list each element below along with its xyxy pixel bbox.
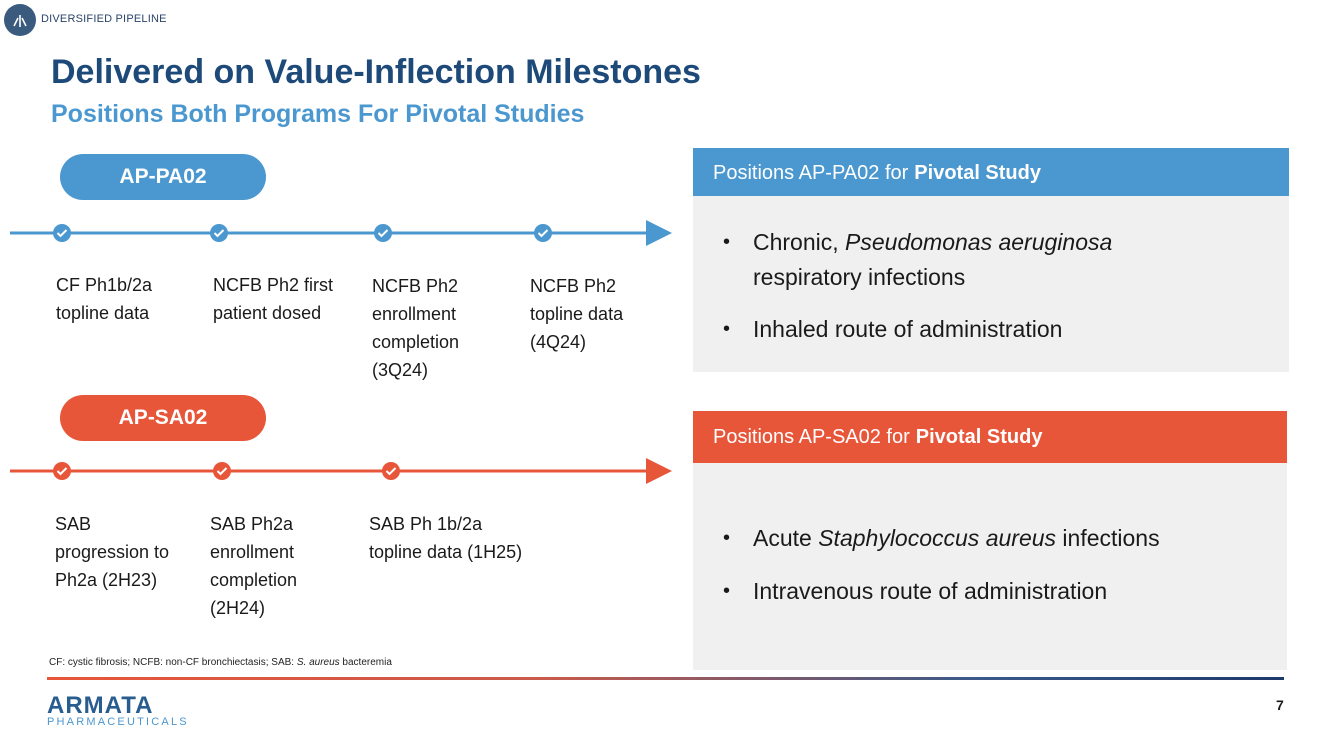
panel-body-ap-sa02 — [693, 463, 1287, 670]
footnote: CF: cystic fibrosis; NCFB: non-CF bronchiectasis; SAB: S. aureus bacteremia — [49, 657, 392, 668]
milestone-check-icon — [213, 462, 231, 480]
milestone-check-icon — [53, 462, 71, 480]
brand-tagline: PHARMACEUTICALS — [47, 716, 189, 728]
footer-divider — [47, 677, 1284, 680]
timeline-ap-pa02 — [0, 214, 680, 254]
page-number: 7 — [1276, 697, 1284, 713]
milestone-label: NCFB Ph2 topline data (4Q24) — [530, 276, 624, 352]
bullet-item: • Chronic, Pseudomonas aeruginosa respiratory infections — [723, 229, 1113, 290]
milestone-label: SAB progression to Ph2a (2H23) — [55, 514, 170, 590]
section-label: DIVERSIFIED PIPELINE — [41, 13, 167, 25]
timeline-arrowhead — [646, 220, 672, 246]
milestone-check-icon — [53, 224, 71, 242]
milestone-check-icon — [374, 224, 392, 242]
milestone-check-icon — [382, 462, 400, 480]
timeline-ap-sa02 — [0, 452, 680, 492]
timeline-arrowhead — [646, 458, 672, 484]
page-title: Delivered on Value-Inflection Milestones — [51, 53, 701, 91]
bullet-item: • Intravenous route of administration — [723, 578, 1108, 604]
program-pill-ap-sa02: AP-SA02 — [60, 395, 266, 441]
milestone-label: SAB Ph 1b/2a topline data (1H25) — [369, 514, 523, 562]
panel-body-ap-pa02 — [693, 196, 1289, 372]
milestone-label: CF Ph1b/2a topline data — [56, 275, 153, 323]
milestone-label: SAB Ph2a enrollment completion (2H24) — [210, 514, 298, 618]
bullet-item: • Inhaled route of administration — [723, 316, 1063, 342]
company-logo-icon — [4, 4, 36, 36]
panel-heading-ap-pa02: Positions AP-PA02 for Pivotal Study — [693, 148, 1289, 198]
panel-heading-ap-sa02: Positions AP-SA02 for Pivotal Study — [693, 411, 1287, 463]
brand-logo: ARMATA — [47, 692, 154, 719]
program-pill-ap-pa02: AP-PA02 — [60, 154, 266, 200]
milestone-label: NCFB Ph2 enrollment completion (3Q24) — [372, 276, 460, 380]
milestone-label: NCFB Ph2 first patient dosed — [213, 275, 334, 323]
milestone-check-icon — [210, 224, 228, 242]
bullet-item: • Acute Staphylococcus aureus infections — [723, 525, 1160, 551]
milestone-check-icon — [534, 224, 552, 242]
page-subtitle: Positions Both Programs For Pivotal Studies — [51, 100, 585, 128]
